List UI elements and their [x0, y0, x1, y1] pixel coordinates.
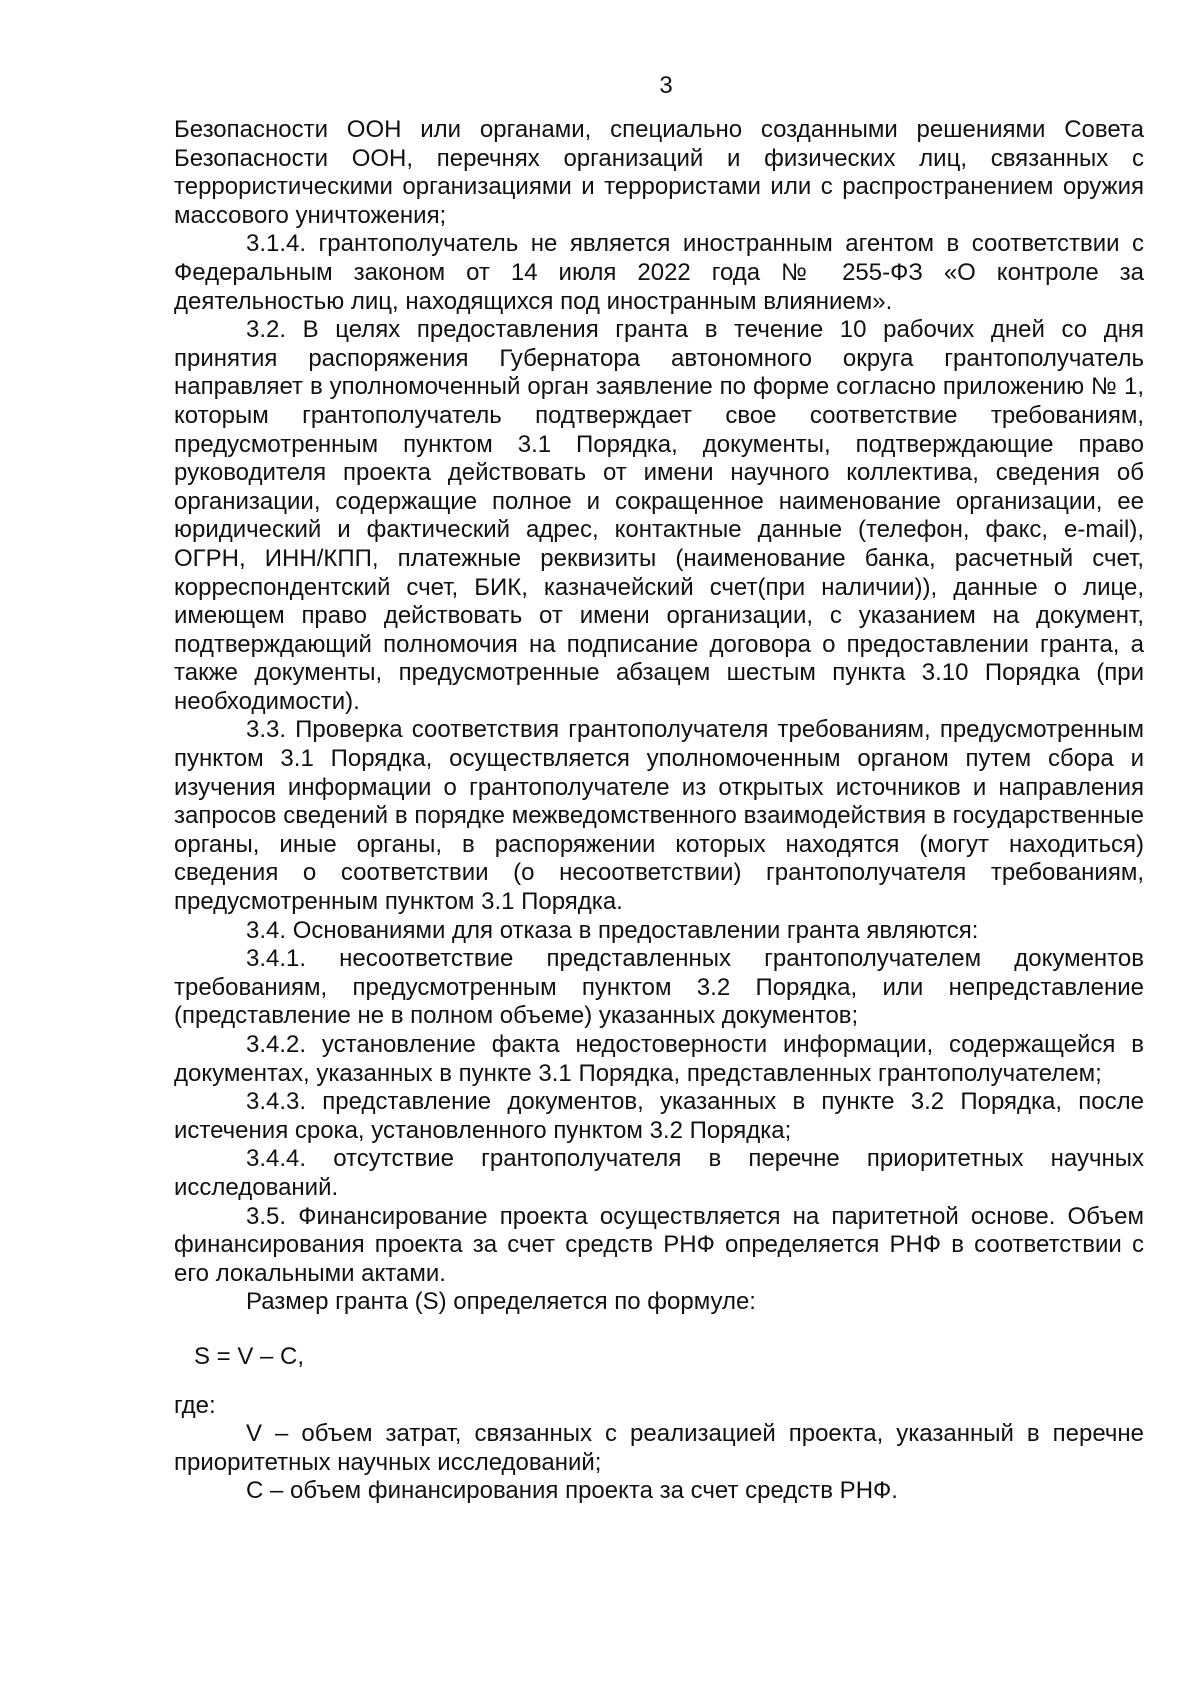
page-number: 3 [659, 72, 673, 99]
paragraph-3-4-1: 3.4.1. несоответствие представленных грантополучателем документов требованиям, предусмотренным пунктом 3.2 Порядка, или непредставление (представление не в полном объеме) указанных документов; [174, 945, 1144, 1030]
definition-v: V – объем затрат, связанных с реализацией проекта, указанный в перечне приоритетных научных исследований; [174, 1420, 1144, 1476]
paragraph-3-1-4: 3.1.4. грантополучатель не является иностранным агентом в соответствии с Федеральным законом от 14 июля 2022 года № 255-ФЗ «О контроле за деятельностью лиц, находящихся под иностранным влиянием». [174, 230, 1144, 315]
paragraph-3-3: 3.3. Проверка соответствия грантополучателя требованиям, предусмотренным пунктом 3.1 Порядка, осуществляется уполномоченным органом путем сбора и изучения информации о грантополучателе из открытых источников и направления запросов сведений в порядке межведомственного взаимодействия в государственные органы, иные органы, в распоряжении которых находятся (могут находиться) сведения о соответствии (о несоответствии) грантополучателя требованиям, предусмотренным пунктом 3.1 Порядка. [174, 716, 1144, 916]
grant-formula: S = V – C, [194, 1342, 305, 1370]
paragraph-3-4: 3.4. Основаниями для отказа в предоставлении гранта являются: [246, 916, 979, 944]
paragraph-formula-intro: Размер гранта (S) определяется по формуле: [246, 1288, 756, 1316]
paragraph-3-2: 3.2. В целях предоставления гранта в течение 10 рабочих дней со дня принятия распоряжения Губернатора автономного округа грантополучатель направляет в уполномоченный орган заявление по форме согласно приложению № 1, которым грантополучатель подтверждает свое соответствие требованиям, предусмотренным пунктом 3.1 Порядка, документы, подтверждающие право руководителя проекта действовать от имени научного коллектива, сведения об организации, содержащие полное и сокращенное наименование организации, ее юридический и фактический адрес, контактные данные (телефон, факс, e-mail), ОГРН, ИНН/КПП, платежные реквизиты (наименование банка, расчетный счет, корреспондентский счет, БИК, казначейский счет(при наличии)), данные о лице, имеющем право действовать от имени организации, с указанием на документ, подтверждающий полномочия на подписание договора о предоставлении гранта, а также документы, предусмотренные абзацем шестым пункта 3.10 Порядка (при необходимости). [174, 316, 1144, 715]
document-body [174, 116, 1144, 1506]
paragraph-3-4-4: 3.4.4. отсутствие грантополучателя в перечне приоритетных научных исследований. [174, 1145, 1144, 1201]
where-label: где: [174, 1391, 216, 1419]
paragraph-continuation: Безопасности ООН или органами, специально созданными решениями Совета Безопасности ООН, перечнях организаций и физических лиц, связанных с террористическими организациями и террористами или с распространением оружия массового уничтожения; [174, 116, 1144, 229]
paragraph-3-4-3: 3.4.3. представление документов, указанных в пункте 3.2 Порядка, после истечения срока, установленного пунктом 3.2 Порядка; [174, 1088, 1144, 1144]
definition-c: C – объем финансирования проекта за счет средств РНФ. [246, 1477, 898, 1505]
paragraph-3-4-2: 3.4.2. установление факта недостоверности информации, содержащейся в документах, указанных в пункте 3.1 Порядка, представленных грантополучателем; [174, 1031, 1144, 1087]
paragraph-3-5: 3.5. Финансирование проекта осуществляется на паритетной основе. Объем финансирования проекта за счет средств РНФ определяется РНФ в соответствии с его локальными актами. [174, 1202, 1144, 1287]
